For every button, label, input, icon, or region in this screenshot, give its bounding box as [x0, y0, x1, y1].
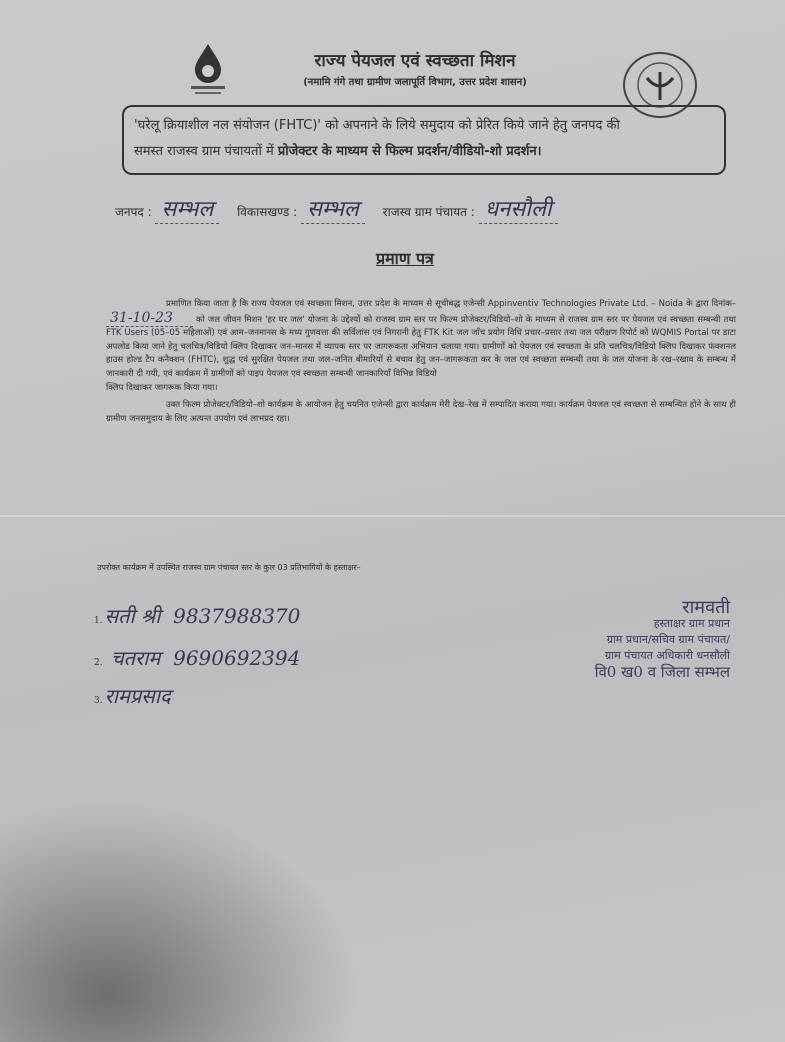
sig-number: 2. — [94, 658, 103, 668]
certificate-body — [106, 298, 736, 426]
p1-text-a: प्रमाणित किया जाता है कि राज्य पेयजल एवं स्वच्छता मिशन, उत्तर प्रदेश के माध्यम से सूचीबद्ध एजेन्सी Appinventiv Technologies Private Ltd. – Noida के द्वारा दिनांक– — [166, 299, 736, 309]
sig-number: 1. — [94, 616, 103, 626]
sig-name: रामप्रसाद — [104, 684, 171, 708]
stamp-line-4: वि0 ख0 व जिला सम्भल — [594, 663, 730, 681]
jal-jeevan-logo — [183, 42, 233, 100]
sig-name: सती श्री — [104, 604, 161, 628]
p1-text-b: को जल जीवन मिशन 'हर घर जल' योजना के उद्देश्यों को राजस्व ग्राम स्तर पर फिल्म प्रोजेक्टर/विडियो–शो के माध्यम से राजस्व ग्राम स्तर पर पेयजल एवं स्वच्छता सम्बन्धी तथा FTK Users (05–05 महिलाओं) एवं आम–जनमानस के मध्य गुणवत्ता की सर्विलांस एवं निगरानी हेतु FTK Kit जल जाँच प्रयोग विधि प्रचार–प्रसार तथा जल परीक्षण रिपोर्ट को WQMIS Portal पर डाटा अपलोड किया जाने हेतु चलचित्र/विडियो क्लिप दिखाकर जन–मानस में व्यापक स्तर पर जागरूकता अभियान चलाया गया। ग्रामीणों को पेयजल एवं स्वच्छता के प्रति चलचित्र/विडियो क्लिप दिखाकर फंक्शनल हाउस होल्ड टैप कनैक्शन (FHTC), शुद्ध एवं सुरक्षित पेयजल तथा जल–जनित बीमारियों से बचाव हेतु जन–जागरूकता कर के जल एवं स्वच्छता सम्बन्धी तथा के जल योजना के रख–रखाव के सम्बन्ध में जानकारी दी गयी, एवं कार्यक्रम में ग्रामीणों को पाइप पेयजल एवं स्वच्छता सम्बन्धी जानकारियाँ विभिन्न विडियो — [106, 314, 736, 379]
village-value: धनसौली — [479, 193, 558, 224]
notice-bold: प्रोजेक्टर के माध्यम से फिल्म प्रदर्शन/वीडियो-शो प्रदर्शन। — [277, 144, 542, 159]
org-title: राज्य पेयजल एवं स्वच्छता मिशन — [314, 51, 516, 71]
pradhan-signature: रामवती — [682, 597, 730, 618]
paragraph-1 — [106, 298, 736, 382]
paragraph-2: क्लिप दिखाकर जागरूक किया गया। — [106, 382, 218, 393]
district-label: जनपद : — [115, 205, 152, 219]
pradhan-stamp — [530, 597, 730, 681]
participant-signature-3 — [94, 682, 171, 709]
signatures-intro: उपरोक्त कार्यक्रम में उपस्थित राजस्व ग्राम पंचायत स्तर के कुल 03 प्रतिभागियों के हस्ताक्षर– — [97, 563, 361, 572]
location-fields — [115, 193, 572, 224]
notice-text: समस्त राजस्व ग्राम पंचायतों में — [134, 144, 278, 159]
event-date: 31-10-23 — [106, 310, 193, 327]
stamp-line-1: हस्ताक्षर ग्राम प्रधान — [653, 617, 730, 630]
certificate-heading: प्रमाण पत्र — [376, 249, 434, 268]
participant-signature-2 — [94, 644, 300, 671]
sig-phone: 9690692394 — [173, 646, 301, 670]
district-value: सम्भल — [155, 193, 219, 224]
sig-name: चतराम — [110, 646, 161, 670]
sig-phone: 9837988370 — [173, 604, 301, 628]
participant-signature-1 — [94, 602, 300, 629]
photo-shadow — [0, 800, 360, 1042]
sig-number: 3. — [94, 696, 103, 706]
paper-fold — [0, 515, 785, 517]
notice-line-2 — [134, 139, 714, 165]
stamp-line-3: ग्राम पंचायत अधिकारी धनसौली — [605, 649, 730, 662]
notice-box — [122, 105, 726, 175]
block-label: विकासखण्ड : — [237, 205, 298, 219]
notice-line-1: 'घरेलू क्रियाशील नल संयोजन (FHTC)' को अपनाने के लिये समुदाय को प्रेरित किये जाने हेतु जनपद की — [134, 118, 620, 133]
stamp-line-2: ग्राम प्रधान/सचिव ग्राम पंचायत/ — [606, 633, 730, 646]
block-value: सम्भल — [301, 193, 365, 224]
org-subtitle: (नमामि गंगे तथा ग्रामीण जलापूर्ति विभाग, उत्तर प्रदेश शासन) — [303, 77, 527, 88]
paragraph-3: उक्त फिल्म प्रोजेक्टर/विडियो–शो कार्यक्रम के आयोजन हेतु चयनित एजेन्सी द्वारा कार्यक्रम मेरी देख–रेख में सम्पादित कराया गया। कार्यक्रम पेयजल एवं स्वच्छता से सम्बन्धित होने के साथ ही ग्रामीण जनसमुदाय के लिए अत्यन्त उपयोग एवं लाभप्रद रहा। — [106, 400, 736, 424]
village-label: राजस्व ग्राम पंचायत : — [382, 205, 475, 219]
